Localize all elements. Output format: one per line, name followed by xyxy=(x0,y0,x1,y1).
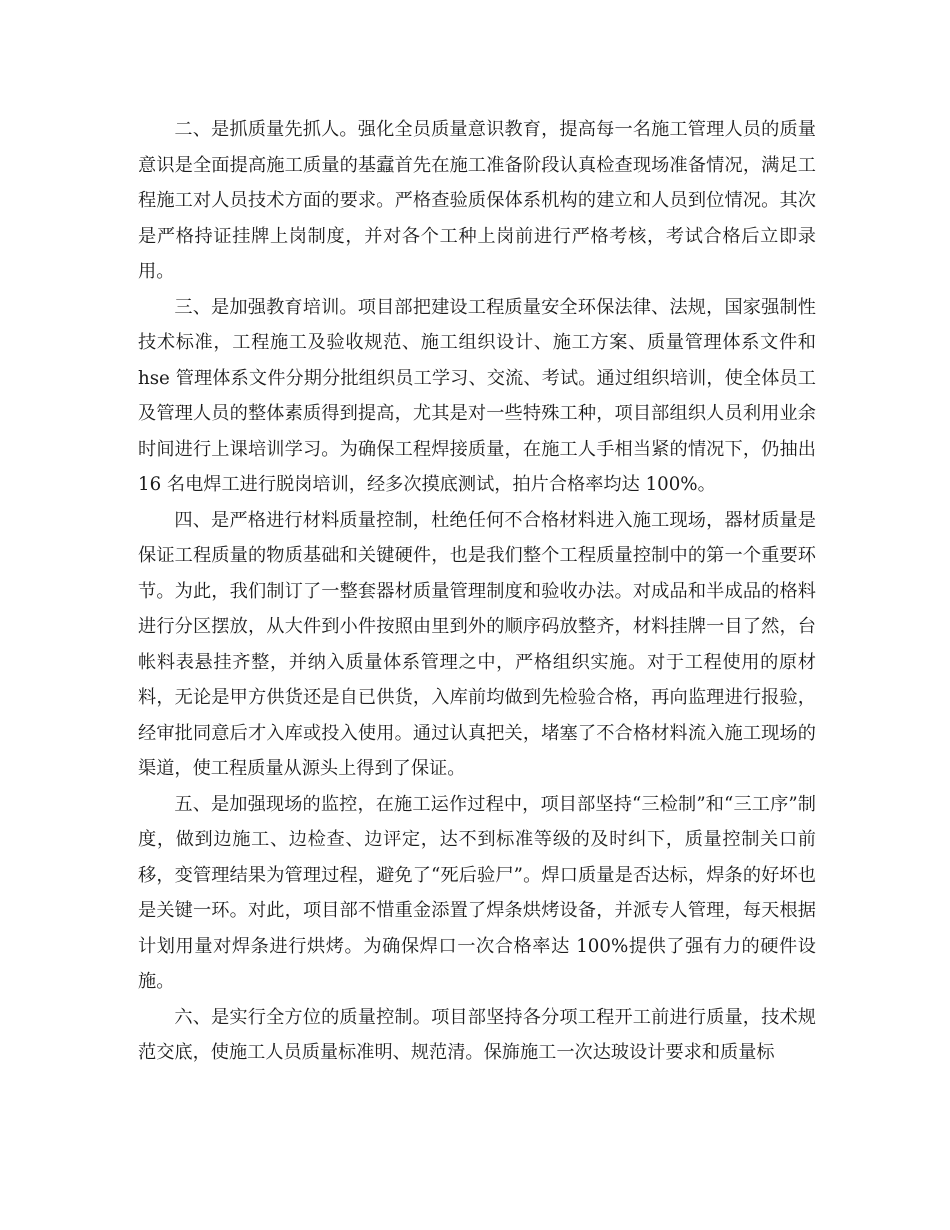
document-body xyxy=(138,112,816,1071)
paragraph-full-quality-control: 六、是实行全方位的质量控制。项目部坚持各分项工程开工前进行质量，技术规范交底，使施工人员质量标准明、规范清。保旆施工一次达玻设计要求和质量标 xyxy=(138,1006,816,1063)
paragraph-material-control: 四、是严格进行材料质量控制，杜绝任何不合格材料进入施工现场，器材质量是保证工程质量的物质基础和关键硬件，也是我们整个工程质量控制中的第一个重要环节。为此，我们制订了一整套器材质量管理制度和验收办法。对成品和半成品的格料进行分区摆放，从大件到小件按照由里到外的顺序码放整齐，材料挂牌一目了然，台帐料表悬挂齐整，并纳入质量体系管理之中，严格组织实施。对于工程使用的原材料，无论是甲方供货还是自已供货，入库前均做到先检验合格，再向监理进行报验，经审批同意后才入库或投入使用。通过认真把关，堵塞了不合格材料流入施工现场的渠道，使工程质量从源头上得到了保证。 xyxy=(138,509,816,779)
paragraph-site-monitoring: 五、是加强现场的监控，在施工运作过程中，项目部坚持“三检制”和“三工序”制度，做到边施工、边检查、边评定，达不到标准等级的及时纠下，质量控制关口前移，变管理结果为管理过程，避免了“死后验尸”。焊口质量是否达标，焊条的好坏也是关键一环。对此，项目部不惜重金添置了焊条烘烤设备，并派专人管理，每天根据计划用量对焊条进行烘烤。为确保焊口一次合格率达 100%提供了强有力的硬件设施。 xyxy=(138,793,816,992)
paragraph-quality-people: 二、是抓质量先抓人。强化全员质量意识教育，提高每一名施工管理人员的质量意识是全面提高施工质量的基蠧首先在施工准备阶段认真检查现场准备情况，满足工程施工对人员技术方面的要求。严格查验质保体系机构的建立和人员到位情况。其次是严格持证挂牌上岗制度，并对各个工种上岗前进行严格考核，考试合格后立即录用。 xyxy=(138,119,816,282)
paragraph-training: 三、是加强教育培训。项目部把建设工程质量安全环保法律、法规，国家强制性技术标准，工程施工及验收规范、施工组织设计、施工方案、质量管理体系文件和 hse 管理体系文件分期分批组织员工学习、交流、考试。通过组织培训，使全体员工及管理人员的整体素质得到提高，尤其是对一些特殊工种，项目部组织人员利用业余时间进行上课培训学习。为确保工程焊接质量，在施工人手相当紧的情况下，仍抽出 16 名电焊工进行脱岗培训，经多次摸底测试，拍片合格率均达 100%。 xyxy=(138,296,816,495)
